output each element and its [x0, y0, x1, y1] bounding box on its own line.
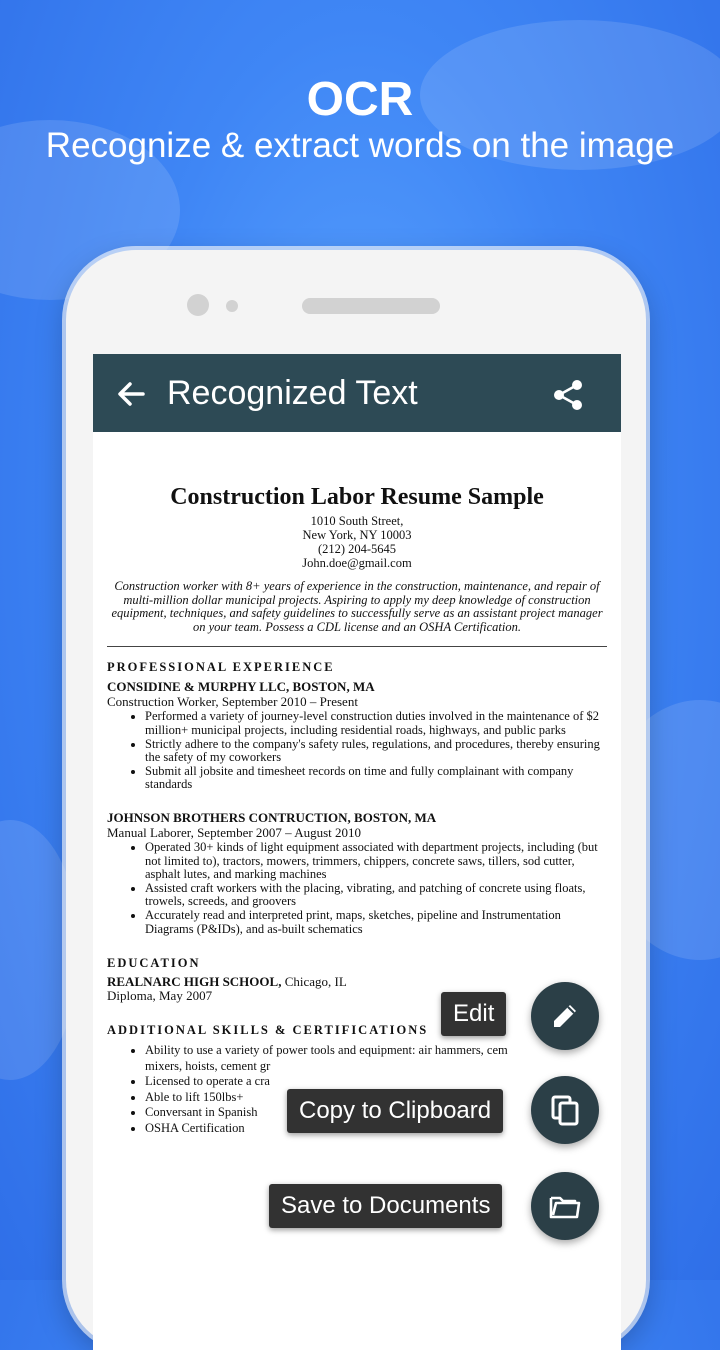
list-item: • Operated 30+ kinds of light equipment associated with department projects, including (but not limited to), tractors, mowers, trimmers, chippers, concrete saws, tillers, sod cutter, asphalt lutes, and marking machines [145, 841, 607, 882]
save-button[interactable] [531, 1172, 599, 1240]
copy-button[interactable] [531, 1076, 599, 1144]
experience-heading: PROFESSIONAL EXPERIENCE [107, 660, 335, 675]
contact-block [107, 514, 607, 570]
page-title: Recognized Text [167, 374, 418, 412]
contact-line: John.doe@gmail.com [302, 556, 412, 570]
list-item: • Assisted craft workers with the placing, vibrating, and patching of concrete using floats, trowels, screeds, and groovers [145, 882, 607, 909]
education-diploma: Diploma, May 2007 [107, 988, 213, 1004]
job-employer: JOHNSON BROTHERS CONTRUCTION, BOSTON, MA [107, 809, 437, 825]
app-bar [93, 354, 621, 432]
promo-subhead: Recognize & extract words on the image [45, 126, 675, 165]
list-item: • Conversant in Spanish [145, 1105, 607, 1121]
education-heading: EDUCATION [107, 956, 201, 971]
list-item: • Submit all jobsite and timesheet records on time and fully complainant with company standards [145, 765, 607, 792]
front-camera [187, 294, 209, 316]
earpiece-speaker [302, 298, 440, 314]
resume-title: Construction Labor Resume Sample [170, 484, 544, 510]
list-item: • Ability to use a variety of power tools and equipment: air hammers, cem [145, 1043, 607, 1059]
contact-line: 1010 South Street, [310, 514, 404, 528]
divider [107, 646, 607, 647]
resume-summary: Construction worker with 8+ years of experience in the construction, maintenance, and repair of multi-million dollar municipal projects. Aspiring to apply my deep knowledge of construction equipment, techniques, and safety guidelines to successfully serve as an assistant project manager on your team. Possess a CDL license and an OSHA Certification. [111, 579, 603, 634]
skills-heading: ADDITIONAL SKILLS & CERTIFICATIONS [107, 1023, 429, 1038]
edit-label[interactable]: Edit [441, 992, 506, 1036]
list-item: • OSHA Certification [145, 1121, 607, 1137]
job-bullets [107, 841, 607, 936]
job-role: Construction Worker, September 2010 – Present [107, 694, 358, 710]
share-icon[interactable] [551, 378, 585, 412]
contact-line: (212) 204-5645 [317, 542, 397, 556]
school-location: Chicago, IL [281, 974, 347, 990]
list-item: mixers, hoists, cement gr [145, 1058, 271, 1073]
recognized-document [107, 484, 607, 1136]
education-school [107, 975, 607, 989]
job-role: Manual Laborer, September 2007 – August 2010 [107, 824, 362, 840]
folder-icon [548, 1189, 582, 1223]
pencil-icon [548, 999, 582, 1033]
list-item: • Performed a variety of journey-level construction duties involved in the maintenance of $2 million+ municipal projects, including residential roads, highways, and public parks [145, 710, 607, 737]
school-name: REALNARC HIGH SCHOOL, [107, 974, 282, 990]
list-item: • Licensed to operate a cra [145, 1074, 607, 1090]
list-item: • Strictly adhere to the company's safety rules, regulations, and procedures, thereby ensuring the safety of my coworkers [145, 738, 607, 765]
edit-button[interactable] [531, 982, 599, 1050]
promo-headline: OCR [306, 73, 414, 126]
arrow-back-icon[interactable] [113, 376, 149, 412]
list-item: • Accurately read and interpreted print, maps, sketches, pipeline and Instrumentation Diagrams (P&IDs), and as-built schematics [145, 909, 607, 936]
list-item: • Able to lift 150lbs+ [145, 1090, 607, 1106]
copy-icon [548, 1093, 582, 1127]
job-employer: CONSIDINE & MURPHY LLC, BOSTON, MA [107, 679, 375, 695]
copy-label[interactable]: Copy to Clipboard [287, 1089, 503, 1133]
job-bullets [107, 710, 607, 792]
save-label[interactable]: Save to Documents [269, 1184, 502, 1228]
sensor [226, 300, 238, 312]
contact-line: New York, NY 10003 [302, 528, 412, 542]
